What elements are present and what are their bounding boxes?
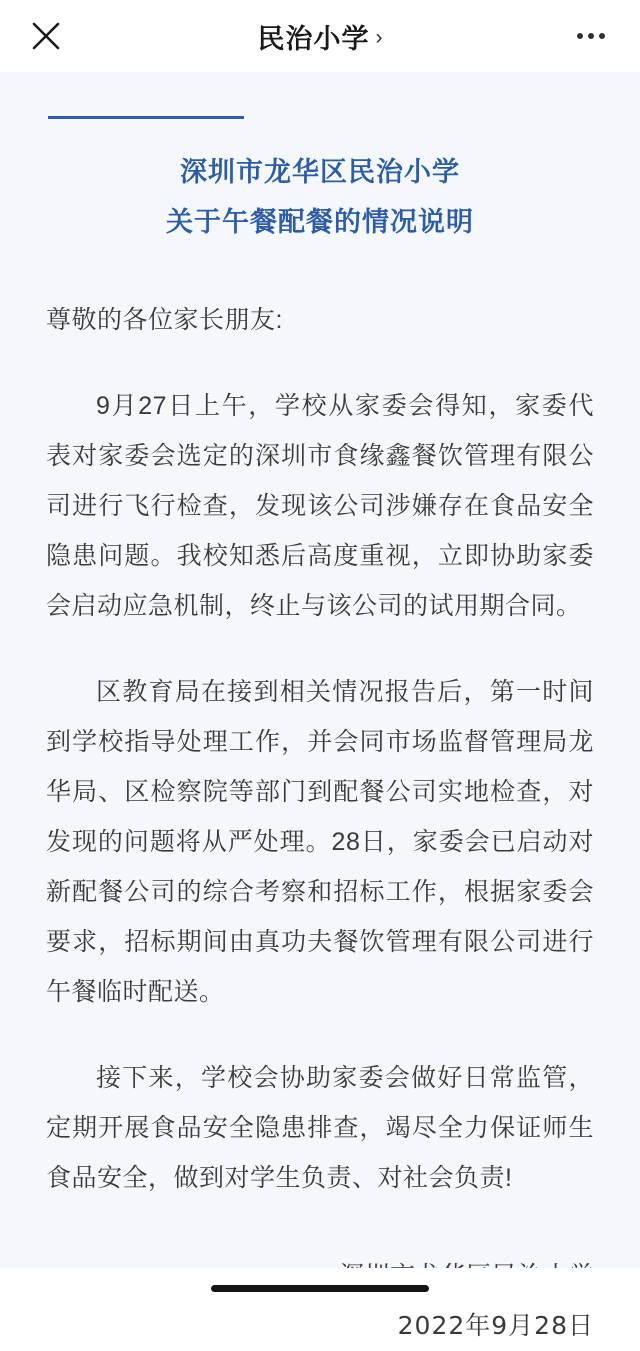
document-title-line1: 深圳市龙华区民治小学 [180,157,460,187]
chevron-right-icon: › [375,25,383,49]
page-title[interactable] [258,17,383,56]
page-title-text: 民治小学 [257,23,370,54]
paragraph-3: 接下来，学校会协助家委会做好日常监管，定期开展食品安全隐患排查，竭尽全力保证师生食品安全，做到对学生负责、对社会负责! [46,1064,594,1192]
salutation-text: 尊敬的各位家长朋友: [46,306,283,334]
top-navigation-bar [0,0,640,72]
home-indicator[interactable] [211,1285,429,1292]
signature-date: 2022年9月28日 [397,1311,594,1340]
more-dot [588,33,594,39]
paragraph-2: 区教育局在接到相关情况报告后，第一时间到学校指导处理工作，并会同市场监督管理局龙华局、区检察院等部门到配餐公司实地检查，对发现的问题将从严处理。28日，家委会已启动对新配餐公司的综合考察和招标工作，根据家委会要求，招标期间由真功夫餐饮管理有限公司进行午餐临时配送。 [46,678,594,1006]
more-dot [599,33,605,39]
close-icon[interactable] [26,16,66,56]
document-title-line2: 关于午餐配餐的情况说明 [166,207,474,237]
title-divider [48,116,244,119]
paragraph-1: 9月27日上午，学校从家委会得知，家委代表对家委会选定的深圳市食缘鑫餐饮管理有限公司进行飞行检查，发现该公司涉嫌存在食品安全隐患问题。我校知悉后高度重视，立即协助家委会启动应急机制，终止与该公司的试用期合同。 [46,392,594,620]
more-options-icon[interactable] [568,18,614,54]
more-dot [577,33,583,39]
home-indicator-area [0,1268,640,1308]
article-body[interactable] [0,72,640,1340]
document-title [46,147,594,247]
